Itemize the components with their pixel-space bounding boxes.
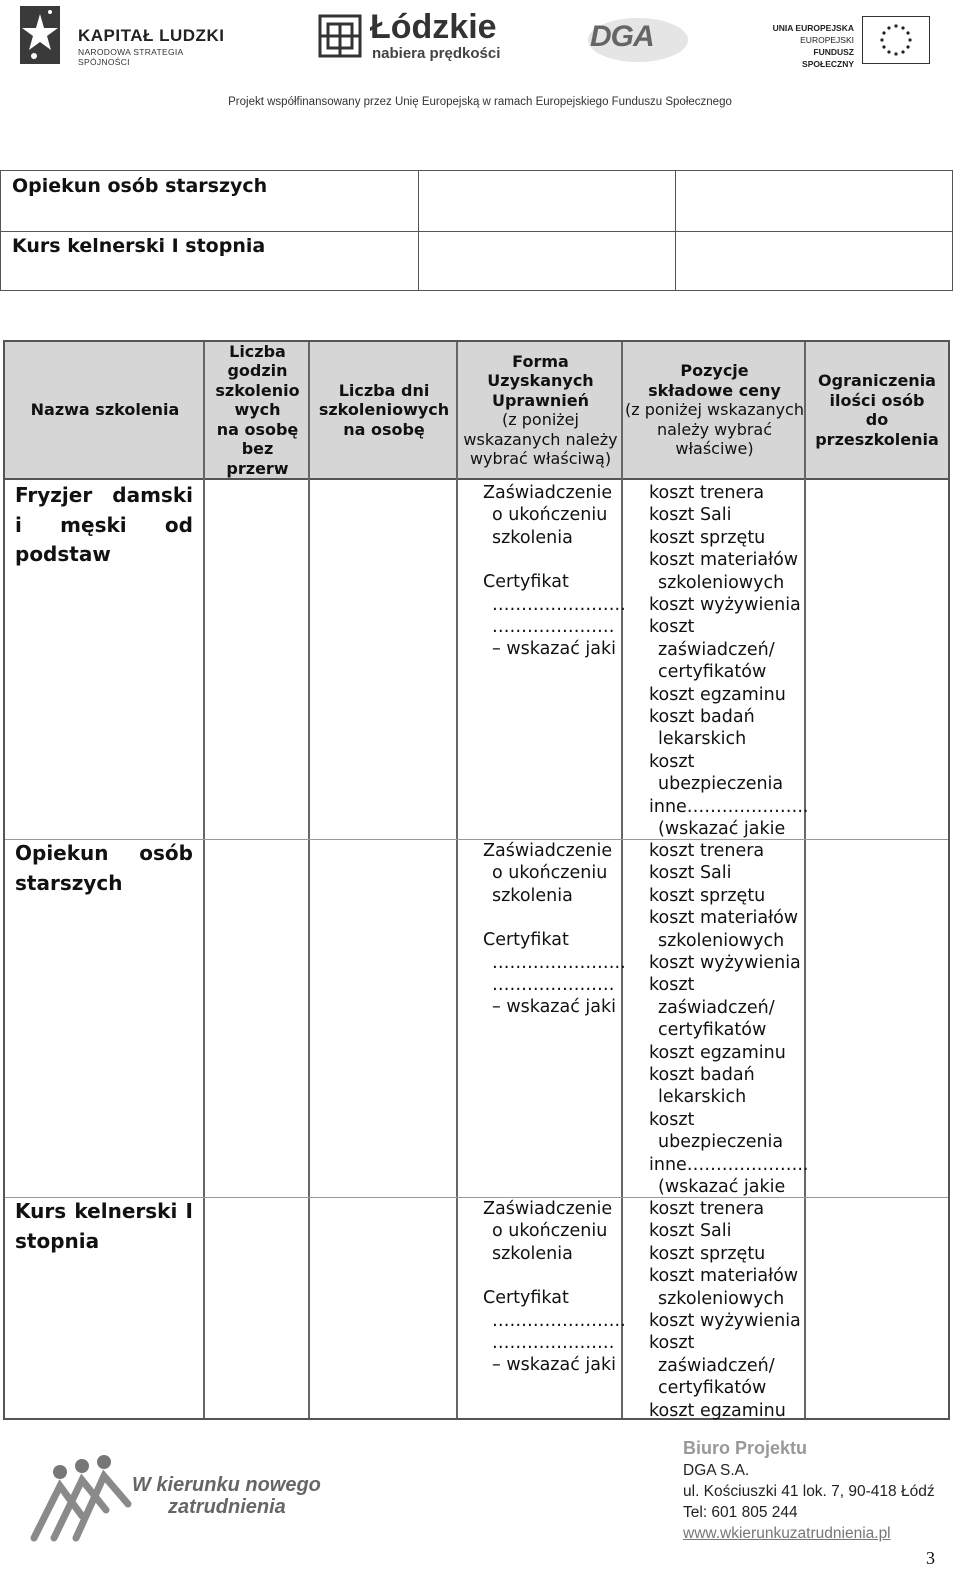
column-days (310, 342, 458, 1418)
header-limits-line: przeszkolenia (815, 429, 939, 449)
header-days-line: Liczba dni (338, 380, 430, 400)
header-form-line: Uprawnień (491, 390, 590, 410)
header-name-text: Nazwa szkolenia (30, 400, 180, 420)
cost-line: certyfikatów (658, 1378, 767, 1399)
cost-line: koszt wyżywienia (649, 595, 801, 616)
cert-line: Zaświadczenie (483, 483, 613, 503)
header-form-line: Uzyskanych (487, 371, 594, 390)
cost-line: szkoleniowych (658, 1288, 785, 1309)
kapital-ludzki-emblem-icon (16, 4, 64, 66)
cost-options (649, 840, 809, 1199)
cert-line: o ukończeniu (492, 1221, 608, 1242)
header-days-line: szkoleniowych (318, 400, 450, 420)
header-days (310, 342, 458, 478)
course-name: Opiekun osób starszych (15, 841, 193, 895)
cert-line: ………………… (492, 1333, 615, 1354)
cofinancing-note: Projekt współfinansowany przez Unię Europejską w ramach Europejskiego Funduszu Społecznego (228, 96, 732, 108)
kapital-ludzki-logo (16, 4, 236, 66)
header-costs-line: Pozycje (680, 361, 749, 381)
dga-title: DGA (590, 20, 654, 53)
cert-spacer (483, 549, 618, 571)
header-logo-bar (0, 0, 960, 120)
header-form-line: (z poniżej (502, 410, 579, 429)
cost-line: koszt trenera (649, 483, 765, 503)
header-name (5, 342, 205, 478)
cost-line: koszt (649, 751, 695, 772)
cost-line: szkoleniowych (658, 930, 785, 951)
header-hours (205, 342, 310, 478)
cert-options (483, 840, 626, 1019)
cert-line: szkolenia (492, 527, 573, 548)
cost-line: koszt (649, 975, 695, 996)
summary-cell-name (1, 231, 419, 291)
summary-table (0, 170, 953, 291)
cost-line: koszt sprzętu (649, 1243, 766, 1264)
header-days-line: na osobę (343, 419, 425, 439)
page-number: 3 (926, 1548, 935, 1568)
cost-line: certyfikatów (658, 662, 767, 683)
office-phone: Tel: 601 805 244 (683, 1504, 798, 1521)
cost-line: zaświadczeń/ (658, 639, 775, 660)
cert-spacer (483, 907, 618, 929)
header-costs-line: składowe ceny (648, 380, 781, 400)
header-hours-line: na osobę (216, 419, 299, 439)
project-office-info (683, 1438, 935, 1544)
cost-line: koszt materiałów (649, 1266, 799, 1287)
cert-line: – wskazać jaki (492, 997, 616, 1018)
cert-line: Certyfikat (483, 1288, 569, 1309)
cost-line: koszt (649, 617, 695, 638)
header-limits (806, 342, 948, 478)
header-form-line: Forma (512, 351, 569, 371)
eu-line-2: EUROPEJSKI (800, 35, 854, 45)
eu-line-3: FUNDUSZ SPOŁECZNY (802, 47, 854, 69)
footer-logo-line: W kierunku nowego (132, 1474, 321, 1496)
cost-line: koszt materiałów (649, 550, 799, 571)
header-costs-line: właściwe) (675, 439, 754, 459)
summary-label: Kurs kelnerski I stopnia (12, 235, 266, 257)
header-hours-line: Liczba (229, 341, 286, 361)
header-form-line: wskazanych należy (463, 429, 618, 449)
cost-line: ubezpieczenia (658, 1132, 784, 1153)
summary-cell-empty (419, 171, 676, 231)
cost-line: koszt Sali (649, 1221, 732, 1242)
cost-line: lekarskich (658, 729, 747, 750)
kapital-ludzki-subtitle: NARODOWA STRATEGIA SPÓJNOŚCI (78, 47, 184, 67)
office-title: Biuro Projektu (683, 1438, 808, 1458)
cost-line: koszt trenera (649, 1199, 765, 1219)
cert-line: ………………… (492, 617, 615, 638)
eu-flag-icon (862, 16, 930, 64)
cost-line: koszt egzaminu (649, 684, 786, 705)
cost-line: koszt Sali (649, 505, 732, 526)
summary-row (1, 171, 952, 232)
summary-cell-empty (419, 231, 676, 291)
header-costs-line: (z poniżej wskazanych (625, 400, 804, 420)
cert-options (483, 1198, 626, 1377)
summary-cell-empty (676, 171, 952, 231)
cert-line: o ukończeniu (492, 863, 608, 884)
cert-line: Certyfikat (483, 572, 569, 593)
column-limits (806, 342, 948, 1418)
cost-line: koszt materiałów (649, 908, 799, 929)
cost-line: koszt wyżywienia (649, 953, 801, 974)
summary-cell-name (1, 171, 419, 231)
cost-line: koszt sprzętu (649, 885, 766, 906)
cert-line: Zaświadczenie (483, 1199, 613, 1219)
cert-line: ………………… (492, 975, 615, 996)
cost-line: koszt egzaminu (649, 1042, 786, 1063)
lodzkie-title: Łódzkie (370, 8, 497, 46)
cost-line: zaświadczeń/ (658, 1355, 775, 1376)
lodzkie-subtitle: nabiera prędkości (372, 45, 501, 62)
cost-line: certyfikatów (658, 1020, 767, 1041)
cost-line: koszt (649, 1333, 695, 1354)
cost-line: inne………….…….. (649, 796, 809, 817)
lodzkie-mark-icon (318, 14, 362, 58)
cost-line: koszt trenera (649, 841, 765, 861)
cert-line: szkolenia (492, 1243, 573, 1264)
cost-line: koszt Sali (649, 863, 732, 884)
column-hours (205, 342, 310, 1418)
footer-project-logo (24, 1440, 334, 1550)
cost-options (649, 482, 809, 841)
eu-text (764, 22, 854, 70)
cert-line: ………………….. (492, 594, 626, 615)
cert-spacer (483, 1265, 618, 1287)
header-costs-line: należy wybrać (656, 419, 773, 439)
cert-line: ………………….. (492, 1310, 626, 1331)
footer-logo-line: zatrudnienia (168, 1496, 286, 1518)
cost-line: koszt badań (649, 707, 755, 728)
office-website-link[interactable]: www.wkierunkuzatrudnienia.pl (683, 1525, 891, 1542)
cert-line: szkolenia (492, 885, 573, 906)
cert-line: Zaświadczenie (483, 841, 613, 861)
footer-logo-text (132, 1474, 321, 1518)
header-form (458, 342, 623, 478)
header-hours-line: wych (234, 400, 281, 420)
header-limits-line: ilości osób (829, 390, 925, 410)
summary-cell-empty (676, 231, 952, 291)
training-table (3, 340, 950, 1420)
cost-line: (wskazać jakie (658, 1177, 786, 1198)
cert-options (483, 482, 626, 661)
cost-line: inne………….…….. (649, 1154, 809, 1175)
cost-line: zaświadczeń/ (658, 997, 775, 1018)
cost-line: ubezpieczenia (658, 774, 784, 795)
header-hours-line: bez (241, 439, 274, 459)
eu-line-1: UNIA EUROPEJSKA (772, 23, 854, 33)
cost-line: koszt (649, 1109, 695, 1130)
eu-logo (764, 14, 934, 69)
lodzkie-logo (318, 10, 528, 68)
cost-line: koszt wyżywienia (649, 1311, 801, 1332)
cert-line: ………………….. (492, 952, 626, 973)
summary-label: Opiekun osób starszych (12, 175, 268, 197)
cost-line: lekarskich (658, 1087, 747, 1108)
header-costs (623, 342, 806, 478)
header-hours-line: przerw (226, 458, 289, 478)
cost-options (649, 1198, 804, 1422)
header-limits-line: Ograniczenia (818, 371, 936, 390)
summary-row (1, 231, 952, 291)
dga-logo (590, 14, 690, 64)
office-company: DGA S.A. (683, 1462, 750, 1479)
office-address: ul. Kościuszki 41 lok. 7, 90-418 Łódź (683, 1483, 935, 1500)
cert-line: o ukończeniu (492, 505, 608, 526)
cost-line: koszt egzaminu (649, 1400, 786, 1421)
people-figures-icon (24, 1446, 134, 1546)
header-form-line: wybrać właściwą) (469, 449, 612, 468)
cert-line: Certyfikat (483, 930, 569, 951)
cost-line: (wskazać jakie (658, 819, 786, 840)
cost-line: szkoleniowych (658, 572, 785, 593)
cost-line: koszt badań (649, 1065, 755, 1086)
kapital-ludzki-title: KAPITAŁ LUDZKI (78, 26, 225, 45)
header-limits-line: do (865, 410, 889, 429)
course-name: Kurs kelnerski I stopnia (15, 1199, 193, 1253)
cost-line: koszt sprzętu (649, 527, 766, 548)
cert-line: – wskazać jaki (492, 1355, 616, 1376)
cert-line: – wskazać jaki (492, 639, 616, 660)
header-hours-line: szkolenio (215, 380, 300, 400)
header-hours-line: godzin (227, 361, 288, 381)
course-name: Fryzjer damski i męski od podstaw (15, 483, 193, 566)
